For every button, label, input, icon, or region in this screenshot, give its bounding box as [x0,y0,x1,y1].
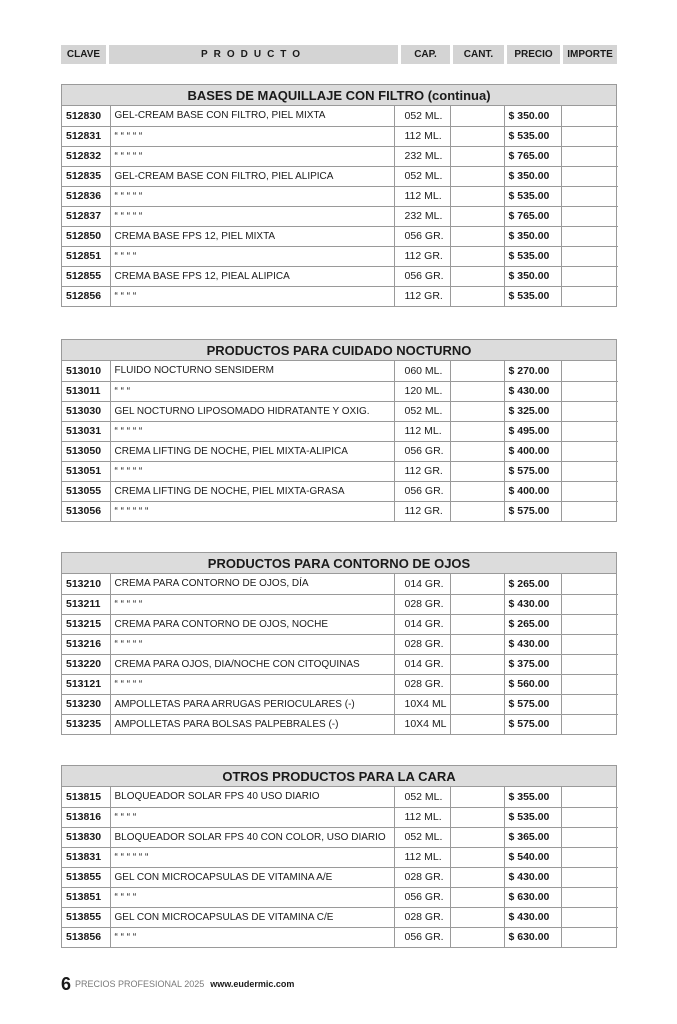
quantity-cell [450,594,504,614]
quantity-cell [450,481,504,501]
product-capacity: 028 GR. [394,674,450,694]
product-capacity: 112 GR. [394,246,450,266]
table-row [62,246,618,266]
product-price: $ 430.00 [504,594,561,614]
quantity-cell [450,266,504,286]
amount-cell [561,827,618,847]
product-price: $ 575.00 [504,694,561,714]
product-code: 513851 [62,887,110,907]
table-row [62,481,618,501]
amount-cell [561,126,618,146]
product-price: $ 535.00 [504,286,561,306]
product-code: 512836 [62,186,110,206]
amount-cell [561,887,618,907]
amount-cell [561,927,618,947]
product-code: 513216 [62,634,110,654]
quantity-cell [450,574,504,594]
quantity-cell [450,461,504,481]
section-title: PRODUCTOS PARA CONTORNO DE OJOS [62,553,616,574]
product-capacity: 112 ML. [394,847,450,867]
product-code: 513855 [62,907,110,927]
section-title: BASES DE MAQUILLAJE CON FILTRO (continua) [62,85,616,106]
page-footer [61,974,294,995]
product-capacity: 052 ML. [394,166,450,186]
product-code: 513220 [62,654,110,674]
product-description: “ “ “ “ “ [110,421,394,441]
product-price: $ 430.00 [504,867,561,887]
amount-cell [561,266,618,286]
quantity-cell [450,441,504,461]
amount-cell [561,594,618,614]
product-price: $ 630.00 [504,927,561,947]
table-row [62,787,618,807]
table-row [62,381,618,401]
product-code: 513031 [62,421,110,441]
product-capacity: 052 ML. [394,787,450,807]
section-otros-cara [61,765,617,948]
product-description: CREMA LIFTING DE NOCHE, PIEL MIXTA-GRASA [110,481,394,501]
product-capacity: 10X4 ML [394,694,450,714]
table-row [62,501,618,521]
amount-cell [561,714,618,734]
product-code: 513816 [62,807,110,827]
col-header-producto: PRODUCTO [109,45,398,64]
product-code: 513055 [62,481,110,501]
quantity-cell [450,887,504,907]
product-capacity: 112 ML. [394,421,450,441]
product-table [62,787,618,947]
amount-cell [561,166,618,186]
product-description: “ “ “ “ [110,286,394,306]
product-price: $ 575.00 [504,714,561,734]
product-code: 512855 [62,266,110,286]
product-description: “ “ “ “ “ [110,674,394,694]
table-row [62,574,618,594]
product-price: $ 765.00 [504,206,561,226]
product-capacity: 028 GR. [394,867,450,887]
product-price: $ 540.00 [504,847,561,867]
product-capacity: 112 ML. [394,126,450,146]
product-price: $ 265.00 [504,614,561,634]
product-price: $ 560.00 [504,674,561,694]
product-description: “ “ “ “ [110,807,394,827]
product-code: 512856 [62,286,110,306]
product-description: GEL CON MICROCAPSULAS DE VITAMINA C/E [110,907,394,927]
product-capacity: 056 GR. [394,927,450,947]
quantity-cell [450,226,504,246]
product-code: 512830 [62,106,110,126]
quantity-cell [450,106,504,126]
product-description: “ “ “ “ “ [110,146,394,166]
product-description: “ “ “ “ [110,887,394,907]
table-row [62,847,618,867]
product-capacity: 056 GR. [394,441,450,461]
product-capacity: 052 ML. [394,106,450,126]
amount-cell [561,787,618,807]
product-table [62,106,618,306]
product-capacity: 060 ML. [394,361,450,381]
table-row [62,206,618,226]
product-capacity: 056 GR. [394,226,450,246]
quantity-cell [450,847,504,867]
quantity-cell [450,501,504,521]
quantity-cell [450,166,504,186]
product-price: $ 535.00 [504,246,561,266]
product-capacity: 10X4 ML [394,714,450,734]
table-row [62,226,618,246]
quantity-cell [450,867,504,887]
quantity-cell [450,361,504,381]
product-description: CREMA BASE FPS 12, PIEL MIXTA [110,226,394,246]
amount-cell [561,867,618,887]
product-description: CREMA BASE FPS 12, PIEAL ALIPICA [110,266,394,286]
col-header-clave: CLAVE [61,45,106,64]
product-description: GEL-CREAM BASE CON FILTRO, PIEL MIXTA [110,106,394,126]
product-price: $ 355.00 [504,787,561,807]
product-capacity: 014 GR. [394,654,450,674]
amount-cell [561,186,618,206]
product-price: $ 400.00 [504,481,561,501]
product-description: CREMA PARA CONTORNO DE OJOS, DÍA [110,574,394,594]
product-code: 513011 [62,381,110,401]
amount-cell [561,421,618,441]
quantity-cell [450,694,504,714]
product-capacity: 232 ML. [394,146,450,166]
product-capacity: 232 ML. [394,206,450,226]
amount-cell [561,246,618,266]
product-price: $ 535.00 [504,186,561,206]
quantity-cell [450,126,504,146]
product-capacity: 112 GR. [394,461,450,481]
product-description: AMPOLLETAS PARA BOLSAS PALPEBRALES (-) [110,714,394,734]
column-header-bar [61,45,617,64]
section-title: OTROS PRODUCTOS PARA LA CARA [62,766,616,787]
product-capacity: 028 GR. [394,594,450,614]
table-row [62,421,618,441]
amount-cell [561,106,618,126]
product-price: $ 365.00 [504,827,561,847]
amount-cell [561,614,618,634]
amount-cell [561,674,618,694]
table-row [62,266,618,286]
product-price: $ 430.00 [504,634,561,654]
section-title: PRODUCTOS PARA CUIDADO NOCTURNO [62,340,616,361]
product-price: $ 270.00 [504,361,561,381]
quantity-cell [450,827,504,847]
section-bases-maquillaje [61,84,617,307]
quantity-cell [450,381,504,401]
table-row [62,166,618,186]
product-code: 513235 [62,714,110,734]
product-price: $ 430.00 [504,381,561,401]
product-code: 513856 [62,927,110,947]
product-price: $ 430.00 [504,907,561,927]
table-row [62,106,618,126]
amount-cell [561,694,618,714]
product-description: GEL CON MICROCAPSULAS DE VITAMINA A/E [110,867,394,887]
quantity-cell [450,286,504,306]
product-code: 513831 [62,847,110,867]
product-price: $ 535.00 [504,807,561,827]
table-row [62,126,618,146]
col-header-importe: IMPORTE [563,45,617,64]
product-price: $ 400.00 [504,441,561,461]
section-contorno-ojos [61,552,617,735]
product-code: 513121 [62,674,110,694]
quantity-cell [450,927,504,947]
quantity-cell [450,421,504,441]
product-capacity: 112 ML. [394,807,450,827]
product-code: 513230 [62,694,110,714]
product-capacity: 112 ML. [394,186,450,206]
product-capacity: 112 GR. [394,501,450,521]
product-price: $ 495.00 [504,421,561,441]
product-description: CREMA PARA OJOS, DIA/NOCHE CON CITOQUINAS [110,654,394,674]
product-price: $ 535.00 [504,126,561,146]
col-header-precio: PRECIO [507,45,560,64]
product-capacity: 120 ML. [394,381,450,401]
amount-cell [561,907,618,927]
section-cuidado-nocturno [61,339,617,522]
quantity-cell [450,146,504,166]
table-row [62,146,618,166]
product-code: 513056 [62,501,110,521]
quantity-cell [450,634,504,654]
table-row [62,807,618,827]
amount-cell [561,807,618,827]
table-row [62,614,618,634]
amount-cell [561,361,618,381]
amount-cell [561,654,618,674]
product-capacity: 056 GR. [394,887,450,907]
product-price: $ 765.00 [504,146,561,166]
amount-cell [561,286,618,306]
product-code: 512832 [62,146,110,166]
quantity-cell [450,246,504,266]
table-row [62,827,618,847]
product-capacity: 014 GR. [394,614,450,634]
table-row [62,286,618,306]
product-code: 512850 [62,226,110,246]
product-capacity: 112 GR. [394,286,450,306]
table-row [62,594,618,614]
table-row [62,867,618,887]
product-price: $ 630.00 [504,887,561,907]
product-code: 513050 [62,441,110,461]
amount-cell [561,847,618,867]
product-code: 513815 [62,787,110,807]
product-price: $ 265.00 [504,574,561,594]
product-description: AMPOLLETAS PARA ARRUGAS PERIOCULARES (-) [110,694,394,714]
quantity-cell [450,614,504,634]
product-capacity: 028 GR. [394,634,450,654]
product-description: “ “ “ “ “ [110,206,394,226]
product-price: $ 350.00 [504,106,561,126]
product-description: “ “ “ [110,381,394,401]
product-code: 513051 [62,461,110,481]
product-code: 512837 [62,206,110,226]
product-description: “ “ “ “ [110,246,394,266]
product-capacity: 014 GR. [394,574,450,594]
amount-cell [561,461,618,481]
product-price: $ 325.00 [504,401,561,421]
product-code: 513211 [62,594,110,614]
table-row [62,401,618,421]
product-capacity: 056 GR. [394,266,450,286]
quantity-cell [450,206,504,226]
table-row [62,887,618,907]
product-code: 513210 [62,574,110,594]
product-code: 513830 [62,827,110,847]
product-price: $ 575.00 [504,501,561,521]
product-code: 513215 [62,614,110,634]
product-capacity: 028 GR. [394,907,450,927]
quantity-cell [450,907,504,927]
product-description: “ “ “ “ “ “ [110,501,394,521]
table-row [62,634,618,654]
table-row [62,694,618,714]
amount-cell [561,634,618,654]
amount-cell [561,441,618,461]
product-description: CREMA PARA CONTORNO DE OJOS, NOCHE [110,614,394,634]
product-description: FLUIDO NOCTURNO SENSIDERM [110,361,394,381]
product-description: “ “ “ “ “ [110,126,394,146]
col-header-cant: CANT. [453,45,504,64]
quantity-cell [450,787,504,807]
table-row [62,907,618,927]
table-row [62,714,618,734]
product-table [62,574,618,734]
product-code: 512831 [62,126,110,146]
table-row [62,461,618,481]
product-code: 513010 [62,361,110,381]
product-price: $ 350.00 [504,266,561,286]
col-header-cap: CAP. [401,45,450,64]
product-description: CREMA LIFTING DE NOCHE, PIEL MIXTA-ALIPICA [110,441,394,461]
quantity-cell [450,186,504,206]
amount-cell [561,501,618,521]
table-row [62,441,618,461]
product-description: “ “ “ “ “ [110,634,394,654]
page-number: 6 [61,974,72,994]
product-code: 512835 [62,166,110,186]
product-table [62,361,618,521]
product-description: “ “ “ “ “ [110,594,394,614]
product-price: $ 575.00 [504,461,561,481]
quantity-cell [450,401,504,421]
amount-cell [561,206,618,226]
product-description: BLOQUEADOR SOLAR FPS 40 CON COLOR, USO DIARIO [110,827,394,847]
table-row [62,654,618,674]
product-capacity: 052 ML. [394,827,450,847]
product-code: 512851 [62,246,110,266]
product-description: BLOQUEADOR SOLAR FPS 40 USO DIARIO [110,787,394,807]
table-row [62,674,618,694]
quantity-cell [450,654,504,674]
table-row [62,361,618,381]
product-description: “ “ “ “ “ [110,186,394,206]
product-capacity: 056 GR. [394,481,450,501]
amount-cell [561,381,618,401]
quantity-cell [450,714,504,734]
product-description: “ “ “ “ “ “ [110,847,394,867]
product-price: $ 350.00 [504,226,561,246]
amount-cell [561,481,618,501]
amount-cell [561,574,618,594]
amount-cell [561,146,618,166]
product-price: $ 350.00 [504,166,561,186]
amount-cell [561,226,618,246]
quantity-cell [450,674,504,694]
product-description: “ “ “ “ [110,927,394,947]
footer-url: www.eudermic.com [210,979,295,989]
product-description: GEL-CREAM BASE CON FILTRO, PIEL ALIPICA [110,166,394,186]
quantity-cell [450,807,504,827]
product-description: “ “ “ “ “ [110,461,394,481]
product-code: 513030 [62,401,110,421]
product-code: 513855 [62,867,110,887]
footer-label: PRECIOS PROFESIONAL 2025 [75,979,205,989]
table-row [62,186,618,206]
product-price: $ 375.00 [504,654,561,674]
product-capacity: 052 ML. [394,401,450,421]
table-row [62,927,618,947]
product-description: GEL NOCTURNO LIPOSOMADO HIDRATANTE Y OXIG. [110,401,394,421]
amount-cell [561,401,618,421]
